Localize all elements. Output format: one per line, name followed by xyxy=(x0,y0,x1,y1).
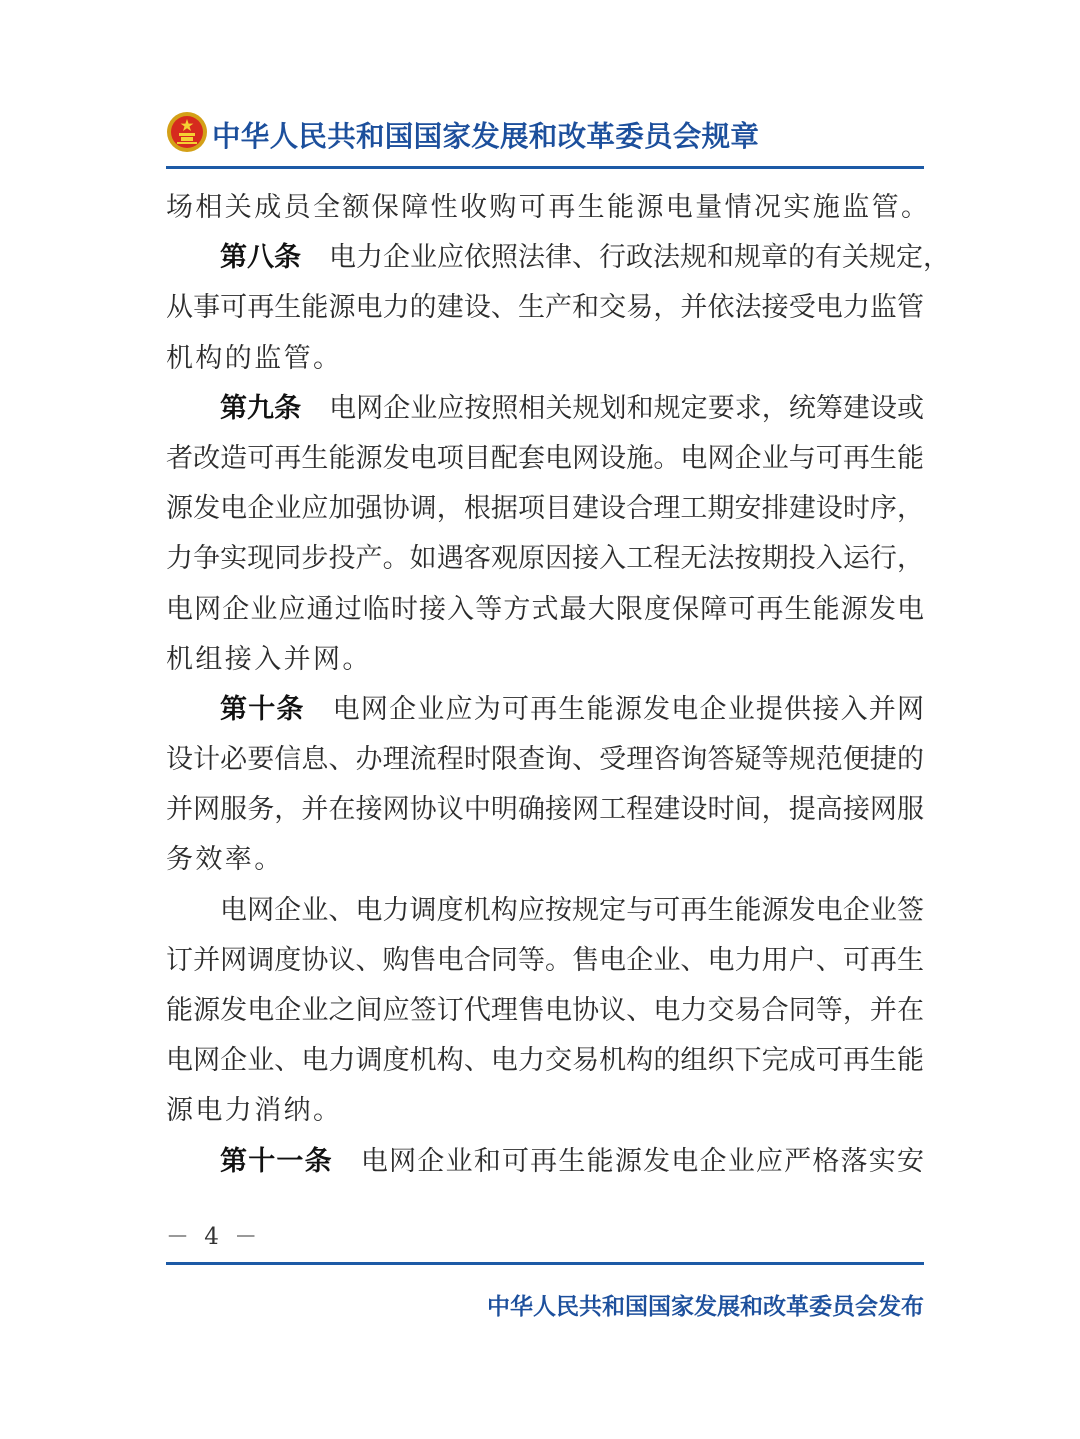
footer-divider xyxy=(166,1262,924,1265)
article-9-text: 电网企业应按照相关规划和规定要求，统筹建设或 xyxy=(329,392,924,424)
text-line: 源发电企业应加强协调，根据项目建设合理工期安排建设时序， xyxy=(166,493,924,525)
text-line: 机组接入并网。 xyxy=(166,643,372,675)
header-divider xyxy=(166,166,924,169)
article-9-label: 第九条 xyxy=(220,392,302,424)
footer-publisher: 中华人民共和国国家发展和改革委员会发布 xyxy=(487,1294,924,1320)
text-line: 从事可再生能源电力的建设、生产和交易，并依法接受电力监管 xyxy=(166,292,924,324)
text-line: 能源发电企业之间应签订代理售电协议、电力交易合同等，并在 xyxy=(166,995,924,1026)
text-line: 力争实现同步投产。如遇客观原因接入工程无法按期投入运行， xyxy=(166,543,924,575)
article-8-line xyxy=(166,233,950,283)
article-11-text: 电网企业和可再生能源发电企业应严格落实安 xyxy=(360,1145,925,1177)
page-number: － 4 － xyxy=(166,1224,262,1250)
text-line: 电网企业、电力调度机构、电力交易机构的组织下完成可再生能 xyxy=(166,1045,924,1077)
document-header xyxy=(166,108,924,168)
national-emblem-icon xyxy=(166,111,208,153)
text-line: 订并网调度协议、购售电合同等。售电企业、电力用户、可再生 xyxy=(166,944,924,976)
article-8-text: 电力企业应依照法律、行政法规和规章的有关规定， xyxy=(329,242,950,274)
article-9-line xyxy=(166,384,924,434)
text-line: 务效率。 xyxy=(166,844,284,876)
text-line: 电网企业应通过临时接入等方式最大限度保障可再生能源发电 xyxy=(166,593,924,625)
text-line: 设计必要信息、办理流程时限查询、受理咨询答疑等规范便捷的 xyxy=(166,744,924,776)
article-11-line xyxy=(166,1137,924,1187)
text-line: 源电力消纳。 xyxy=(166,1095,343,1127)
header-title: 中华人民共和国国家发展和改革委员会规章 xyxy=(212,120,760,153)
article-10-label: 第十条 xyxy=(220,693,305,725)
article-8-label: 第八条 xyxy=(220,242,301,274)
article-10-line xyxy=(166,685,924,735)
article-10-text: 电网企业应为可再生能源发电企业提供接入并网 xyxy=(332,693,925,725)
text-line: 者改造可再生能源发电项目配套电网设施。电网企业与可再生能 xyxy=(166,442,924,474)
document-body xyxy=(166,183,950,1187)
text-line: 电网企业、电力调度机构应按规定与可再生能源发电企业签 xyxy=(220,894,924,926)
text-line: 并网服务，并在接网协议中明确接网工程建设时间，提高接网服 xyxy=(166,794,924,826)
text-line: 机构的监管。 xyxy=(166,342,343,374)
text-line: 场相关成员全额保障性收购可再生能源电量情况实施监管。 xyxy=(166,192,931,223)
article-11-label: 第十一条 xyxy=(220,1145,333,1177)
